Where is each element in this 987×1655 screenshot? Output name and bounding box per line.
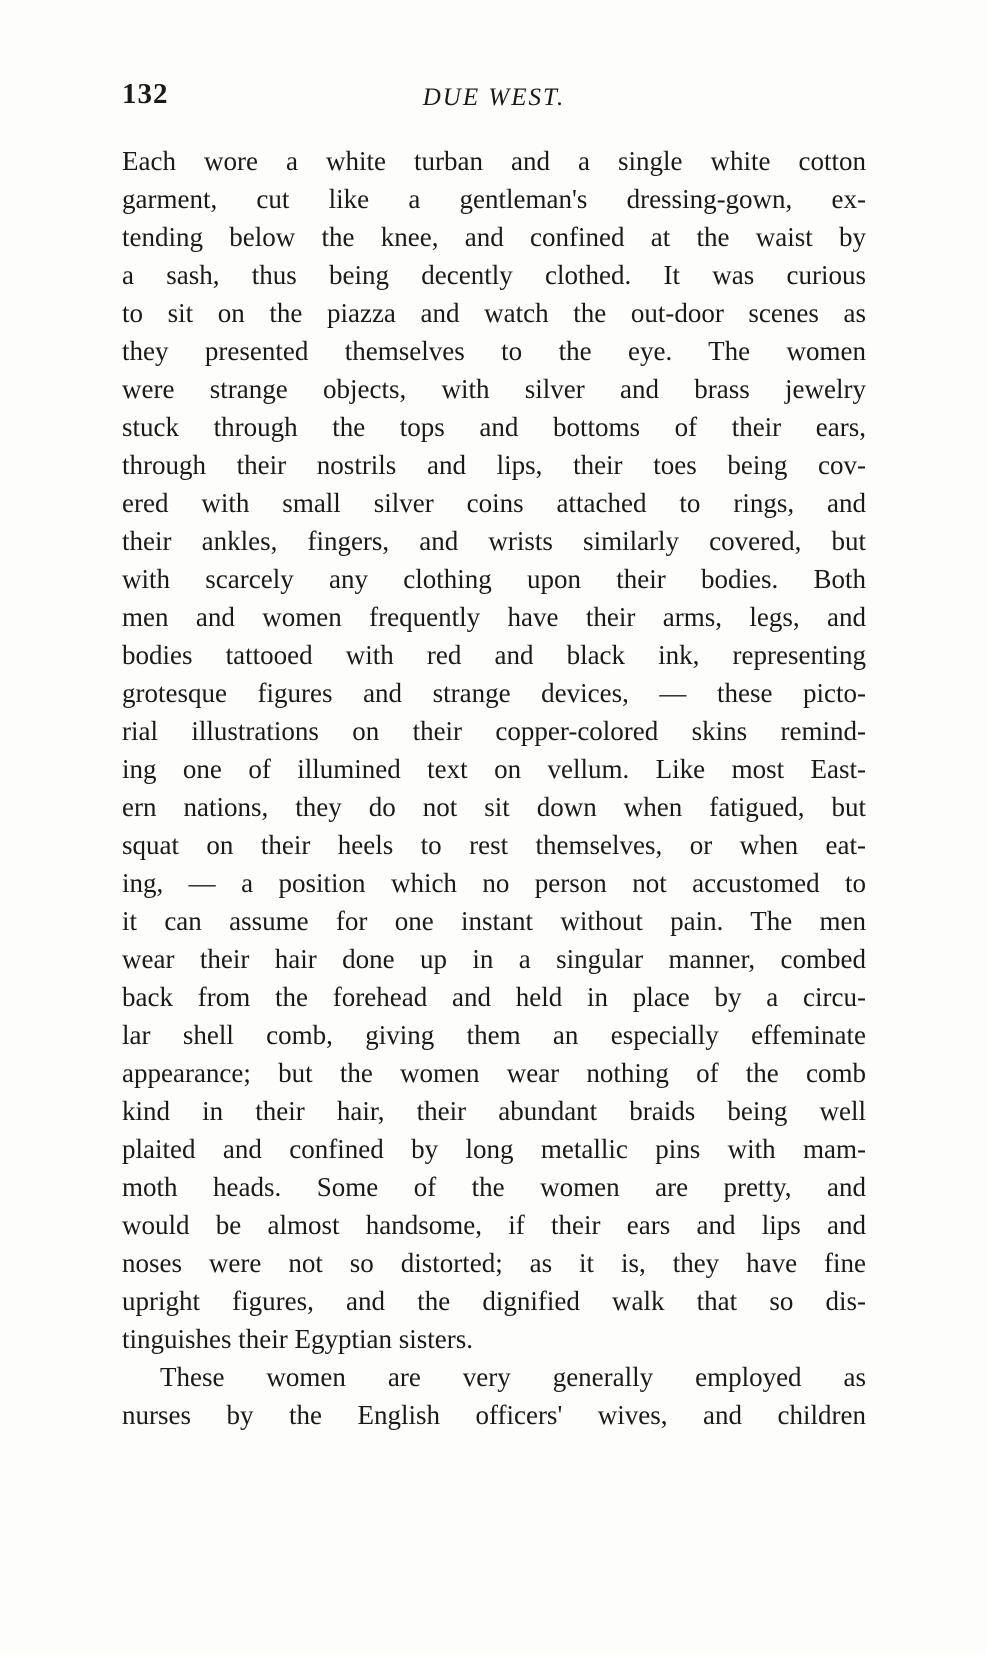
text-line: back from the forehead and held in place by a circu-	[122, 982, 866, 1012]
text-line: moth heads. Some of the women are pretty, and	[122, 1172, 866, 1202]
text-line: These women are very generally employed as	[160, 1362, 866, 1392]
text-line: to sit on the piazza and watch the out-door scenes as	[122, 298, 866, 328]
text-line: noses were not so distorted; as it is, they have fine	[122, 1248, 866, 1278]
text-line: ing one of illumined text on vellum. Like most East-	[122, 754, 866, 784]
text-line: lar shell comb, giving them an especially effeminate	[122, 1020, 866, 1050]
text-line: wear their hair done up in a singular manner, combed	[122, 944, 866, 974]
text-line: with scarcely any clothing upon their bodies. Both	[122, 564, 866, 594]
text-line: it can assume for one instant without pain. The men	[122, 906, 866, 936]
paragraph	[122, 1358, 866, 1434]
text-line: garment, cut like a gentleman's dressing-gown, ex-	[122, 184, 866, 214]
text-line: would be almost handsome, if their ears and lips and	[122, 1210, 866, 1240]
text-line: squat on their heels to rest themselves, or when eat-	[122, 830, 866, 860]
text-line: ern nations, they do not sit down when fatigued, but	[122, 792, 866, 822]
text-line: their ankles, fingers, and wrists similarly covered, but	[122, 526, 866, 556]
running-title: DUE WEST.	[422, 84, 566, 111]
text-line: tinguishes their Egyptian sisters.	[122, 1324, 473, 1354]
page-number: 132	[122, 78, 169, 110]
text-line: upright figures, and the dignified walk that so dis-	[122, 1286, 866, 1316]
text-line: men and women frequently have their arms, legs, and	[122, 602, 866, 632]
text-line: ing, — a position which no person not accustomed to	[122, 868, 866, 898]
text-line: ered with small silver coins attached to rings, and	[122, 488, 866, 518]
text-line: stuck through the tops and bottoms of their ears,	[122, 412, 866, 442]
text-line: Each wore a white turban and a single white cotton	[122, 146, 866, 176]
paragraph	[122, 142, 866, 1358]
text-line: rial illustrations on their copper-colored skins remind-	[122, 716, 866, 746]
text-line: bodies tattooed with red and black ink, representing	[122, 640, 866, 670]
text-line: plaited and confined by long metallic pins with mam-	[122, 1134, 866, 1164]
text-line: were strange objects, with silver and brass jewelry	[122, 374, 866, 404]
text-line: they presented themselves to the eye. The women	[122, 336, 866, 366]
text-line: grotesque figures and strange devices, — these picto-	[122, 678, 866, 708]
text-line: appearance; but the women wear nothing of the comb	[122, 1058, 866, 1088]
body-text	[122, 142, 866, 1434]
text-line: through their nostrils and lips, their toes being cov-	[122, 450, 866, 480]
text-line: a sash, thus being decently clothed. It was curious	[122, 260, 866, 290]
text-line: nurses by the English officers' wives, and children	[122, 1400, 866, 1430]
text-line: tending below the knee, and confined at the waist by	[122, 222, 866, 252]
page-header	[122, 78, 866, 122]
text-line: kind in their hair, their abundant braids being well	[122, 1096, 866, 1126]
